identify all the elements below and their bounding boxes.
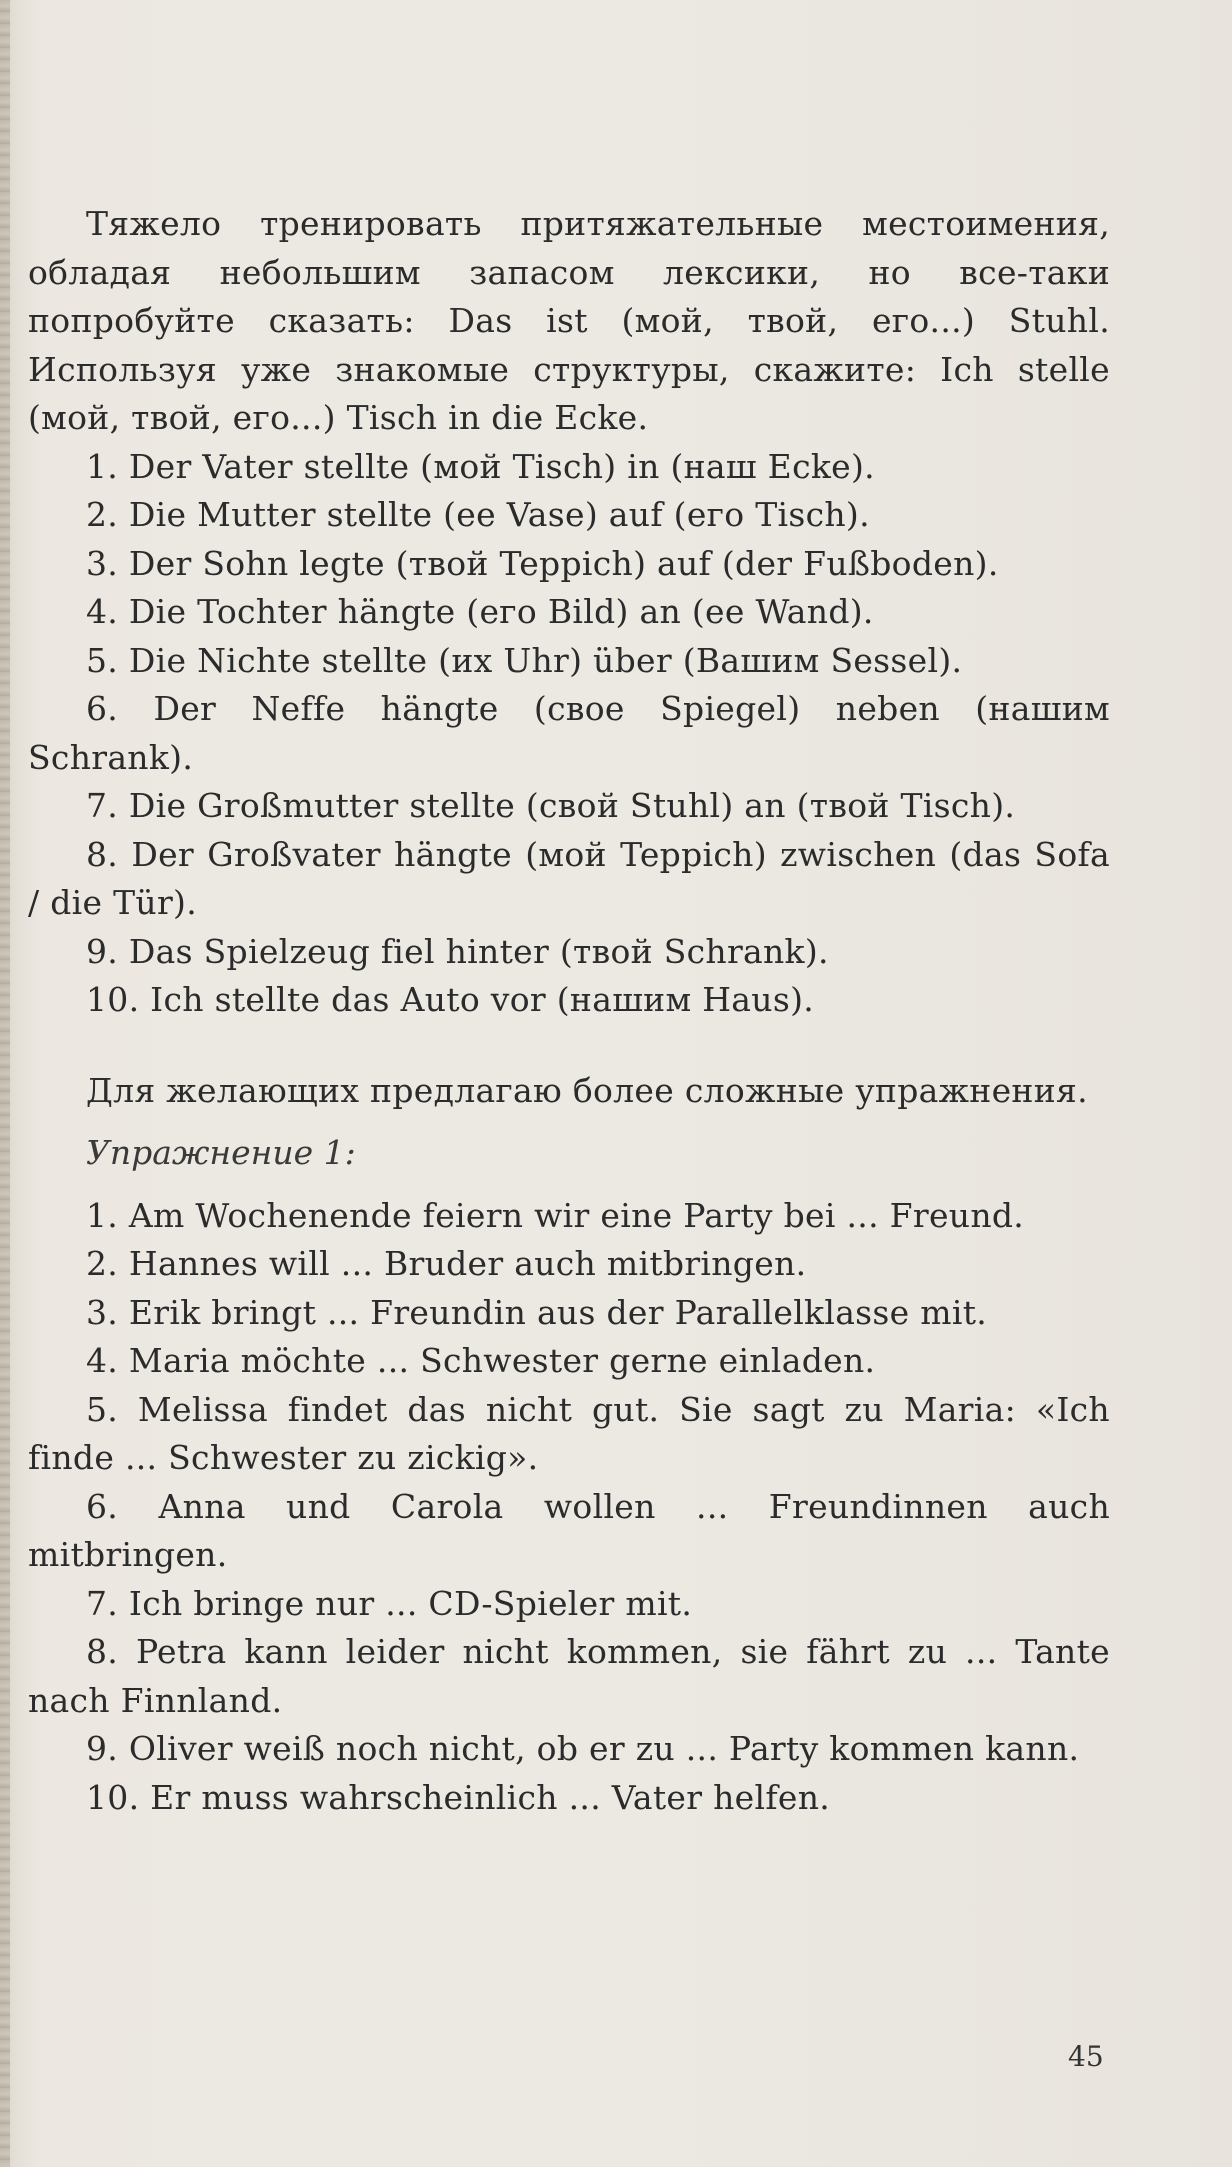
exercise-1-item: 3. Erik bringt ... Freundin aus der Parallelklasse mit. xyxy=(86,1292,988,1332)
exercise-1-item: 7. Ich bringe nur ... CD-Spieler mit. xyxy=(86,1583,693,1623)
exercise-a-item: 4. Die Tochter hängte (его Bild) an (ее Wand). xyxy=(86,592,874,631)
exercise-1-heading: Упражнение 1: xyxy=(86,1133,356,1172)
exercise-a-item: 6. Der Neffe hängte (свое Spiegel) neben (нашим Schrank). xyxy=(28,689,1110,777)
intro-paragraph: Тяжело тренировать притяжательные местоимения, обладая небольшим запасом лексики, но все-таки попробуйте сказать: Das ist (мой, твой, его...) Stuhl. Используя уже знакомые структуры, скажите: Ich stelle (мой, твой, его...) Tisch in die Ecke. xyxy=(28,204,1110,437)
exercise-a-item: 2. Die Mutter stellte (ее Vase) auf (его Tisch). xyxy=(86,495,870,534)
exercise-1-list xyxy=(28,1192,1110,1823)
exercise-a-item: 5. Die Nichte stellte (их Uhr) über (Вашим Sessel). xyxy=(86,640,963,680)
exercise-a-item: 8. Der Großvater hängte (мой Teppich) zwischen (das Sofa / die Tür). xyxy=(28,834,1110,922)
exercise-a-item: 10. Ich stellte das Auto vor (нашим Haus). xyxy=(86,980,815,1019)
exercise-1-item: 10. Er muss wahrscheinlich ... Vater helfen. xyxy=(86,1777,831,1817)
exercise-1-item: 6. Anna und Carola wollen ... Freundinnen auch mitbringen. xyxy=(28,1486,1110,1574)
page-number: 45 xyxy=(1068,2040,1104,2073)
exercise-a-item: 3. Der Sohn legte (твой Teppich) auf (der Fußboden). xyxy=(86,543,999,583)
offer-paragraph: Для желающих предлагаю более сложные упражнения. xyxy=(86,1070,1088,1110)
page-content xyxy=(28,200,1110,1822)
exercise-1-item: 2. Hannes will ... Bruder auch mitbringen. xyxy=(86,1244,807,1283)
exercise-1-item: 9. Oliver weiß noch nicht, ob er zu ... Party kommen kann. xyxy=(86,1729,1080,1768)
exercise-a-item: 7. Die Großmutter stellte (свой Stuhl) an (твой Tisch). xyxy=(86,786,1016,825)
section-spacer xyxy=(28,1115,1110,1129)
exercise-a-list xyxy=(28,443,1110,1025)
section-spacer xyxy=(28,1025,1110,1067)
exercise-1-item: 8. Petra kann leider nicht kommen, sie fährt zu ... Tante nach Finnland. xyxy=(28,1632,1110,1720)
exercise-a-item: 9. Das Spielzeug fiel hinter (твой Schrank). xyxy=(86,931,829,971)
page-binding-edge xyxy=(0,0,10,2167)
exercise-1-item: 5. Melissa findet das nicht gut. Sie sagt zu Maria: «Ich finde ... Schwester zu zickig». xyxy=(28,1389,1110,1477)
exercise-a-item: 1. Der Vater stellte (мой Tisch) in (наш Ecke). xyxy=(86,446,875,486)
exercise-1-item: 1. Am Wochenende feiern wir eine Party bei ... Freund. xyxy=(86,1195,1025,1235)
section-spacer xyxy=(28,1178,1110,1192)
exercise-1-item: 4. Maria möchte ... Schwester gerne einladen. xyxy=(86,1341,876,1380)
